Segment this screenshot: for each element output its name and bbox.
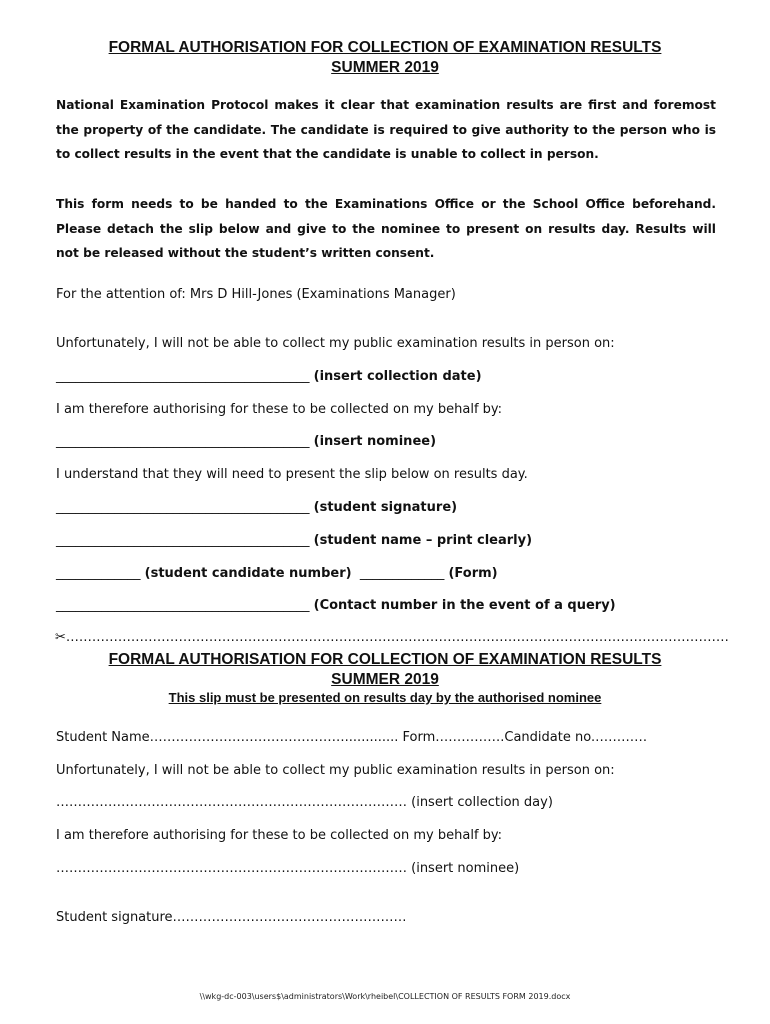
candidate-form-row [56, 566, 736, 582]
collection-date-blank[interactable]: _______________________________________ [56, 369, 310, 384]
candidate-number-blank[interactable]: _____________ [56, 566, 141, 581]
cut-line-dots: ……………………………………………………………………………………………………………………………………… [65, 630, 729, 645]
contact-label: (Contact number in the event of a query) [313, 598, 616, 613]
footer-file-path: \\wkg-dc-003\users$\administrators\Work\rheibel\COLLECTION OF RESULTS FORM 2019.docx [199, 992, 571, 1001]
attention-line: For the attention of: Mrs D Hill-Jones (Examinations Manager) [56, 287, 456, 302]
slip-title-line1: FORMAL AUTHORISATION FOR COLLECTION OF EXAMINATION RESULTS [108, 651, 662, 668]
understand-statement: I understand that they will need to present the slip below on results day. [56, 467, 528, 482]
scissors-icon: ✂ [55, 630, 66, 645]
collection-date-label: (insert collection date) [313, 369, 482, 384]
cut-line [55, 630, 735, 646]
slip-signature-line[interactable]: Student signature……………………………………………… [56, 910, 407, 925]
contact-row [56, 598, 736, 614]
student-name-label: (student name – print clearly) [313, 533, 533, 548]
collection-date-row [56, 369, 736, 385]
signature-row [56, 500, 736, 516]
nominee-blank[interactable]: _______________________________________ [56, 434, 310, 449]
student-name-blank[interactable]: _______________________________________ [56, 533, 310, 548]
intro-paragraph: National Examination Protocol makes it clear that examination results are first and foremost the property of the candidate. The candidate is required to give authority to the person who is to collect results in the event that the candidate is unable to collect in person. [56, 98, 716, 161]
slip-unable-statement: Unfortunately, I will not be able to collect my public examination results in person on: [56, 763, 615, 778]
contact-blank[interactable]: _______________________________________ [56, 598, 310, 613]
form-label: (Form) [448, 566, 498, 581]
candidate-number-label: (student candidate number) [144, 566, 352, 581]
authorising-statement: I am therefore authorising for these to be collected on my behalf by: [56, 402, 503, 417]
slip-subtitle: This slip must be presented on results day by the authorised nominee [168, 690, 602, 705]
form-title-line1: FORMAL AUTHORISATION FOR COLLECTION OF EXAMINATION RESULTS [108, 39, 662, 56]
slip-student-line[interactable]: Student Name………………………………………............. Form…………….Candidate no.………… [56, 730, 648, 745]
nominee-row [56, 434, 736, 450]
instructions-paragraph: This form needs to be handed to the Examinations Office or the School Office beforehand. Please detach the slip below and give to the nominee to present on results day. Results will not be released without the student’s written consent. [56, 197, 716, 260]
form-blank[interactable]: _____________ [359, 566, 445, 581]
slip-authorising-statement: I am therefore authorising for these to be collected on my behalf by: [56, 828, 503, 843]
signature-blank[interactable]: _______________________________________ [56, 500, 310, 515]
student-name-row [56, 533, 736, 549]
unable-statement: Unfortunately, I will not be able to collect my public examination results in person on: [56, 336, 615, 351]
slip-nominee-line[interactable]: ……………………………………………………………………… (insert nominee) [56, 861, 520, 876]
nominee-label: (insert nominee) [313, 434, 437, 449]
slip-title-line2: SUMMER 2019 [331, 671, 439, 688]
slip-collection-day-line[interactable]: ……………………………………………………………………… (insert collection day) [56, 795, 553, 810]
signature-label: (student signature) [313, 500, 458, 515]
form-title-line2: SUMMER 2019 [331, 59, 439, 76]
